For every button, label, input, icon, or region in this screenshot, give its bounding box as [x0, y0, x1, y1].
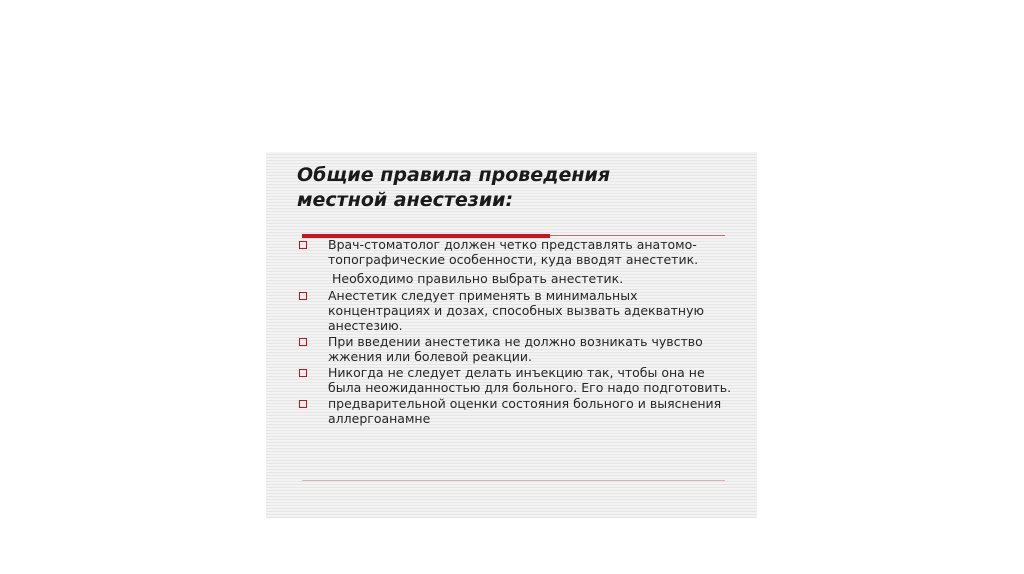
square-bullet-icon [299, 241, 307, 249]
bottom-rule [302, 480, 725, 481]
list-item-text: предварительной оценки состояния больного и выяснения аллергоанамне [328, 396, 722, 426]
list-item [296, 365, 736, 395]
list-item [296, 288, 736, 333]
list-item-text: При введении анестетика не должно возникать чувство жжения или болевой реакции. [328, 334, 703, 364]
list-item-text: Анестетик следует применять в минимальных концентрациях и дозах, способных вызвать адекватную анестезию. [328, 288, 704, 333]
list-item [296, 334, 736, 364]
square-bullet-icon [299, 400, 307, 408]
list-item-text: Необходимо правильно выбрать анестетик. [332, 271, 624, 286]
slide-title-line-1: Общие правила проведения [297, 164, 611, 186]
list-item-text: Врач-стоматолог должен четко представлять анатомо-топографические особенности, куда вводят анестетик. [328, 237, 699, 267]
slide-title [297, 163, 727, 213]
square-bullet-icon [299, 292, 307, 300]
slide [266, 152, 757, 518]
square-bullet-icon [299, 338, 307, 346]
list-item [296, 396, 736, 426]
slide-title-line-2: местной анестезии: [297, 189, 514, 211]
title-thin-rule [550, 235, 725, 236]
list-item [296, 237, 736, 267]
square-bullet-icon [299, 369, 307, 377]
list-item-continuation [296, 271, 736, 286]
list-item-text: Никогда не следует делать инъекцию так, чтобы она не была неожиданностью для больного. Его надо подготовить. [328, 365, 732, 395]
rules-list [296, 237, 736, 426]
